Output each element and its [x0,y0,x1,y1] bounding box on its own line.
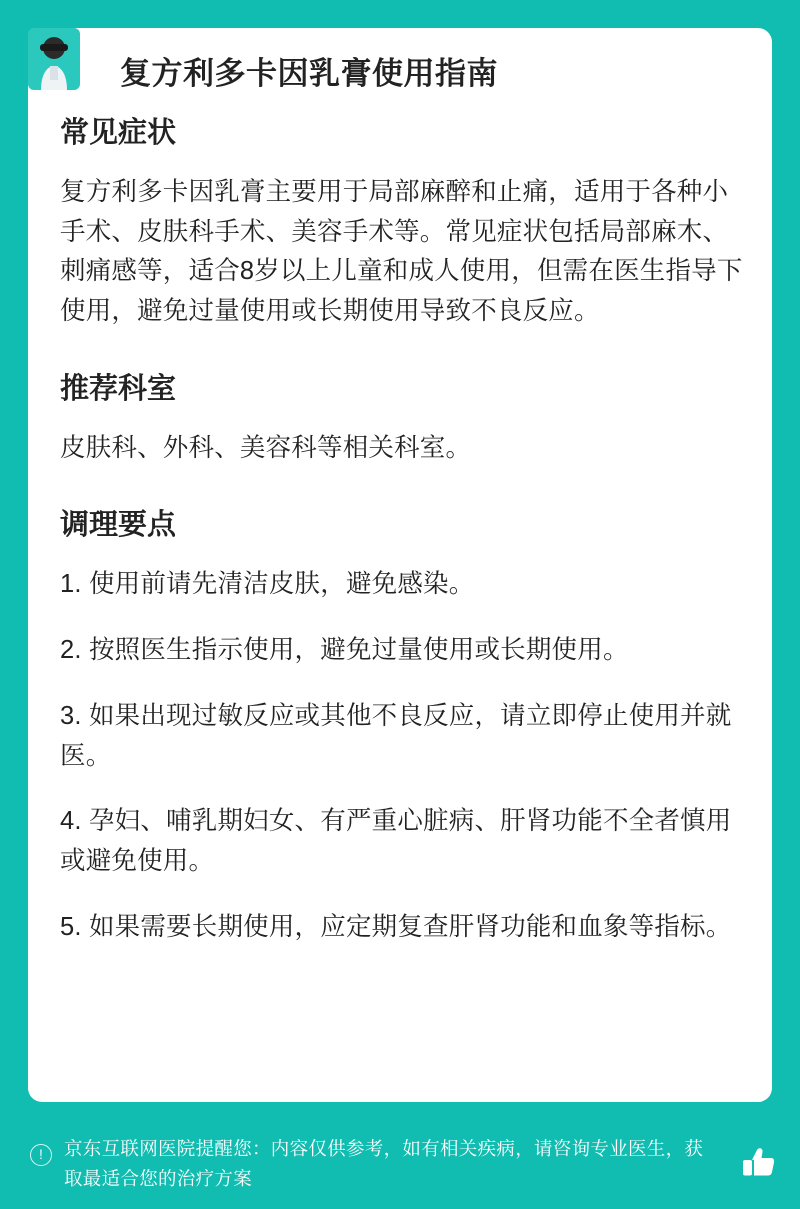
footer-disclaimer-text: 京东互联网医院提醒您：内容仅供参考，如有相关疾病，请咨询专业医生，获取最适合您的治疗方案 [64,1138,704,1189]
section-heading-care-points: 调理要点 [60,509,177,542]
footer-disclaimer-bar [0,1118,800,1209]
care-points-list [60,565,744,947]
document-avatar-icon [28,28,80,90]
info-icon: ! [30,1144,52,1166]
section-text-department: 皮肤科、外科、美容科等相关科室。 [60,433,472,462]
section-heading-symptoms: 常见症状 [60,117,177,149]
list-item: 4. 孕妇、哺乳期妇女、有严重心脏病、肝肾功能不全者慎用或避免使用。 [60,807,732,876]
list-item: 1. 使用前请先清洁皮肤，避免感染。 [60,570,475,599]
list-item: 2. 按照医生指示使用，避免过量使用或长期使用。 [60,635,629,664]
section-text-symptoms: 复方利多卡因乳膏主要用于局部麻醉和止痛，适用于各种小手术、皮肤科手术、美容手术等。常见症状包括局部麻木、刺痛感等，适合8岁以上儿童和成人使用，但需在医生指导下使用，避免过量使用或长期使用导致不良反应。 [60,177,743,326]
thumbs-up-icon[interactable] [738,1142,778,1182]
list-item: 3. 如果出现过敏反应或其他不良反应，请立即停止使用并就医。 [60,701,732,770]
list-item: 5. 如果需要长期使用，应定期复查肝肾功能和血象等指标。 [60,912,732,941]
page-title: 复方利多卡因乳膏使用指南 [120,56,498,91]
section-heading-department: 推荐科室 [60,372,177,405]
document-body [60,116,744,948]
